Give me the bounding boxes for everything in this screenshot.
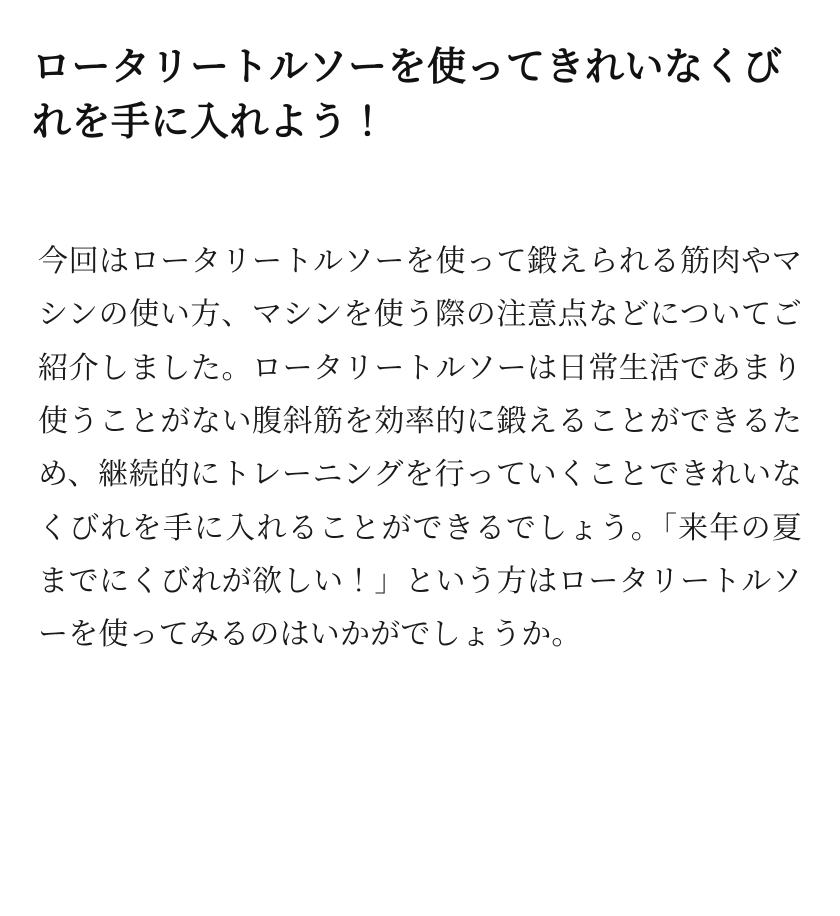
page-title: ロータリートルソーを使ってきれいなくびれを手に入れよう！ (32, 45, 783, 146)
article-body-paragraph: 今回はロータリートルソーを使って鍛えられる筋肉やマシンの使い方、マシンを使う際の注意点などについてご紹介しました。ロータリートルソーは日常生活であまり使うことがない腹斜筋を効率的に鍛えることができるため、継続的にトレーニングを行っていくことできれいなくびれを手に入れることができるでしょう。「来年の夏までにくびれが欲しい！」という方はロータリートルソーを使ってみるのはいかがでしょうか。 (38, 243, 802, 653)
title-body-spacer (30, 151, 810, 235)
